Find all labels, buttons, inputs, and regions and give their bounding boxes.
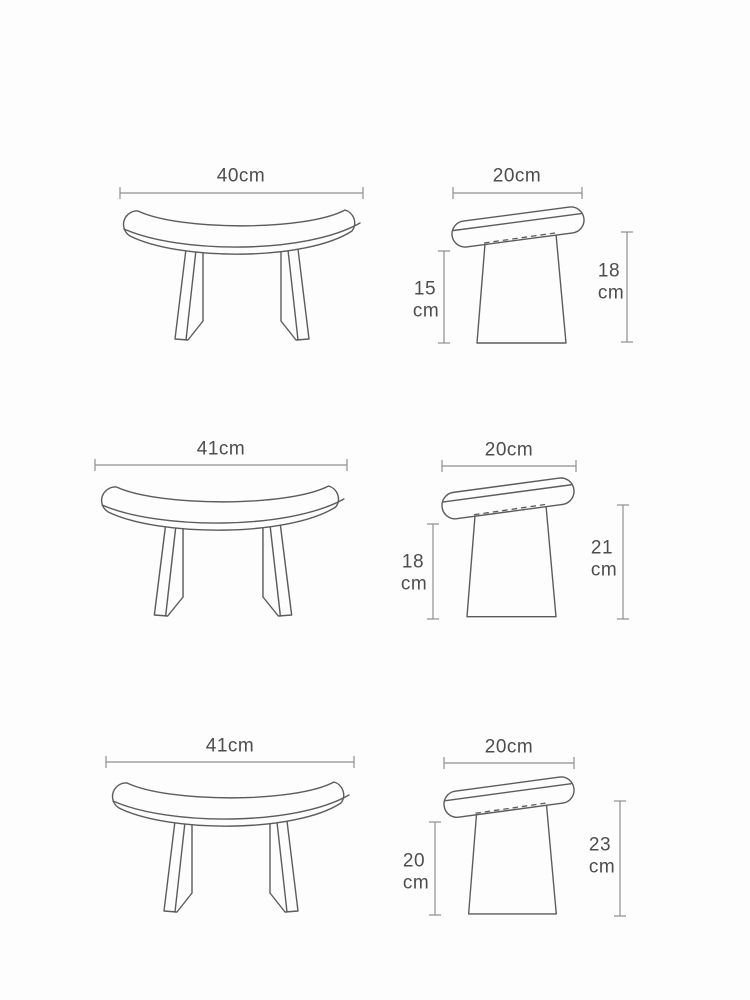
stool-side-drawing	[442, 478, 574, 617]
row-3-leg-height-value: 20	[402, 850, 426, 872]
row-1-front-view	[120, 166, 363, 341]
row-3-front-width-dimension	[106, 756, 354, 768]
row-2-front-view	[95, 439, 347, 617]
row-2-leg-height-value: 18	[401, 551, 425, 573]
stool-front-drawing	[124, 210, 360, 340]
row-1-leg-height-dimension	[438, 251, 450, 343]
row-3-side-width-dimension	[444, 757, 574, 769]
row-3-side-width-label: 20cm	[484, 736, 534, 758]
row-3-total-height-dimension	[614, 801, 626, 916]
row-2-leg-height-unit: cm	[400, 573, 428, 595]
row-3-total-height-unit: cm	[588, 856, 616, 878]
row-1-front-width-label: 40cm	[216, 165, 266, 187]
row-1-side-width-label: 20cm	[492, 165, 542, 187]
row-2-side-view	[401, 440, 629, 620]
row-2-total-height-value: 21	[590, 537, 614, 559]
row-3-front-width-label: 41cm	[205, 735, 255, 757]
stool-side-drawing	[452, 207, 584, 343]
row-2-side-width-dimension	[442, 460, 576, 472]
stool-front-drawing	[102, 486, 344, 616]
stool-front-drawing	[113, 782, 349, 912]
row-1-side-view	[413, 166, 633, 344]
row-3-leg-height-dimension	[429, 822, 441, 915]
row-3	[106, 736, 626, 917]
row-2-front-width-dimension	[95, 459, 347, 471]
row-1-total-height-value: 18	[597, 260, 621, 282]
row-2-front-width-label: 41cm	[196, 438, 246, 460]
row-1-total-height-unit: cm	[597, 282, 625, 304]
row-3-leg-height-unit: cm	[402, 872, 430, 894]
row-1-front-width-dimension	[120, 187, 363, 199]
row-3-total-height-value: 23	[588, 834, 612, 856]
row-2-total-height-unit: cm	[590, 559, 618, 581]
row-1-side-width-dimension	[453, 187, 582, 199]
row-1-leg-height-unit: cm	[412, 300, 440, 322]
row-1	[120, 166, 633, 344]
row-3-side-view	[403, 737, 626, 917]
row-2	[95, 439, 629, 620]
row-2-total-height-dimension	[617, 505, 629, 619]
row-1-leg-height-value: 15	[413, 278, 437, 300]
row-2-side-width-label: 20cm	[484, 439, 534, 461]
stool-side-drawing	[444, 777, 574, 914]
row-3-front-view	[106, 736, 354, 913]
row-2-leg-height-dimension	[427, 524, 439, 619]
